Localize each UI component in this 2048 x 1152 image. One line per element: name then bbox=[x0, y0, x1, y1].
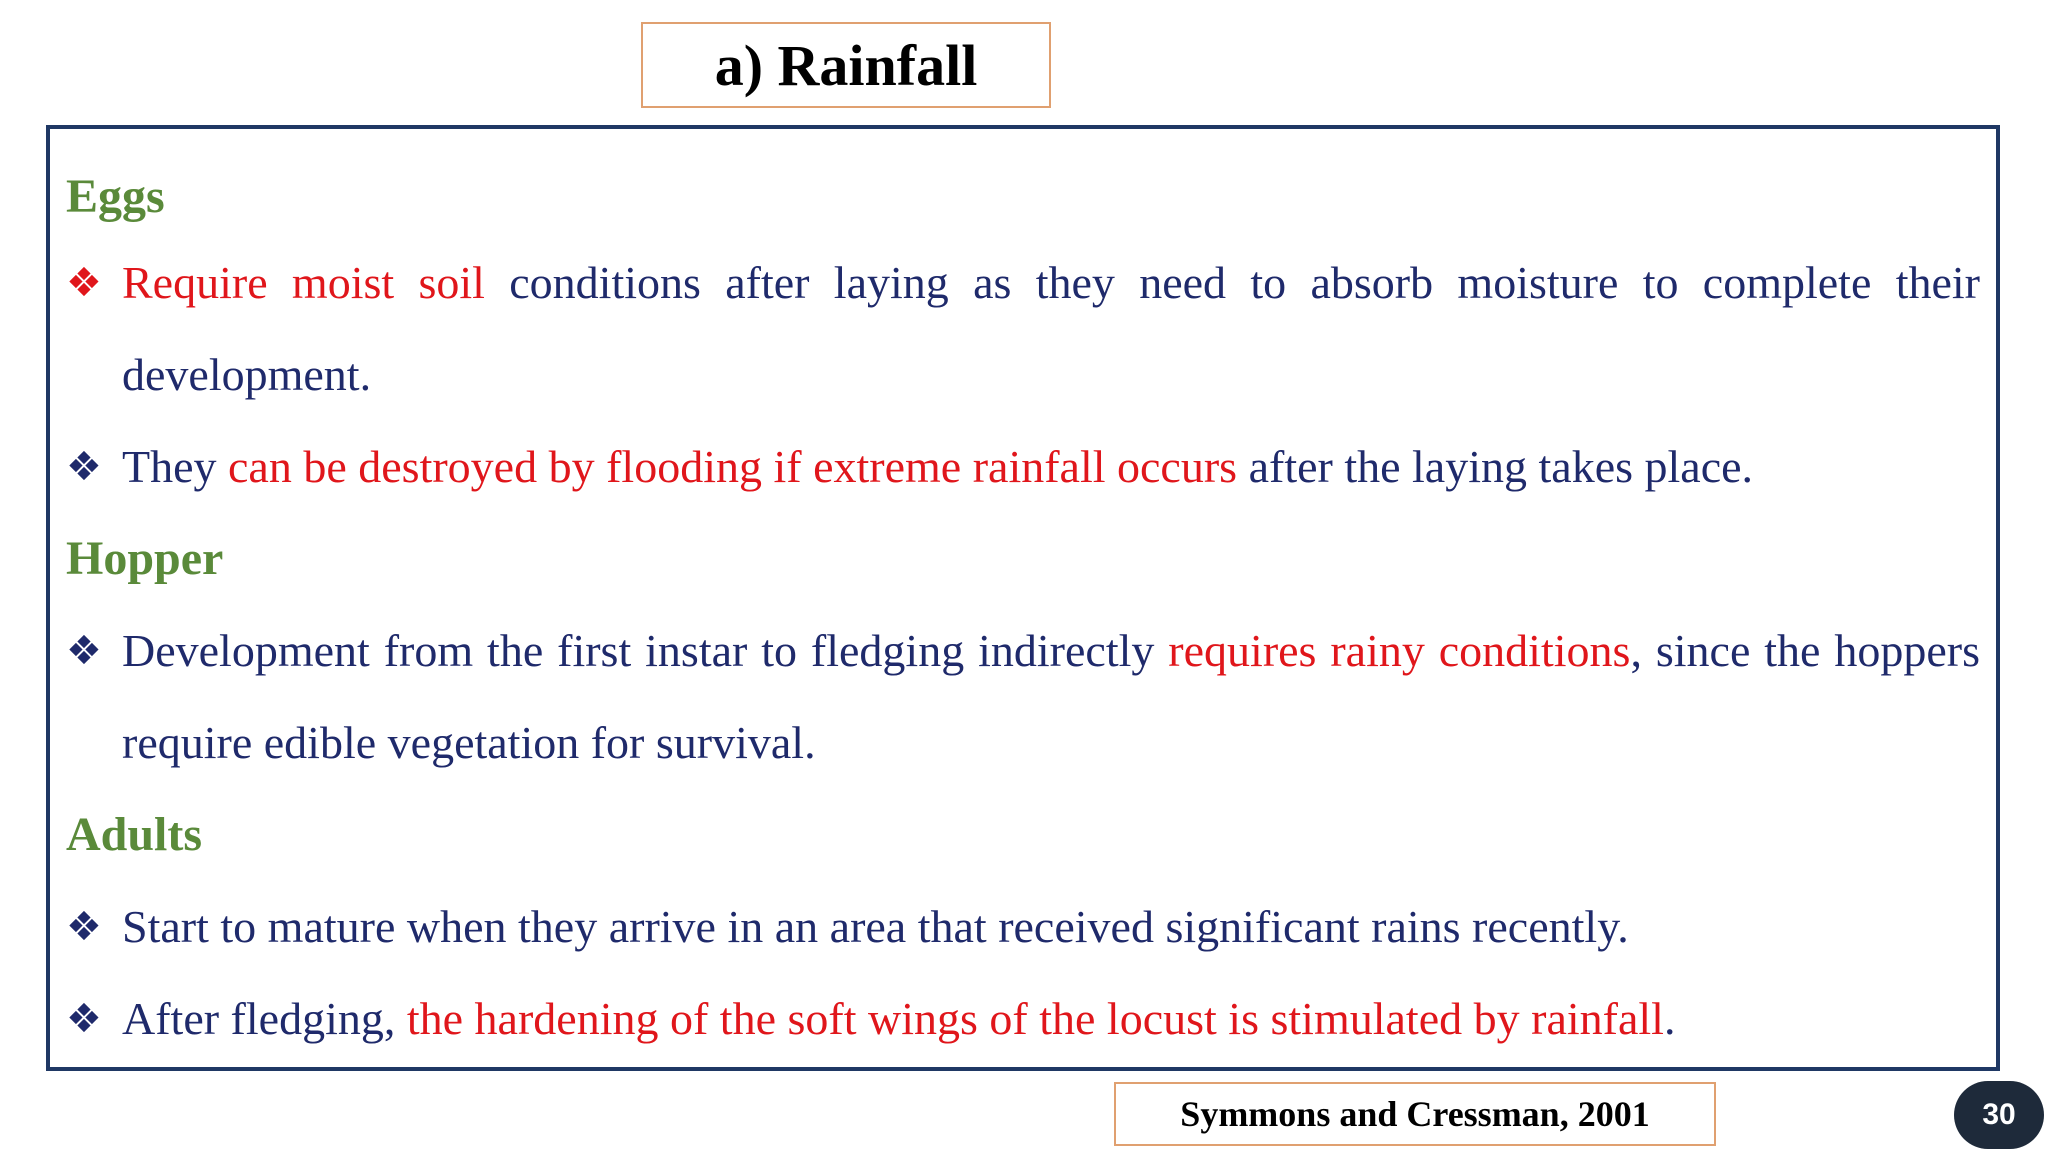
bullet-eggs-moisture bbox=[66, 237, 1980, 421]
four-diamond-bullet-icon: ❖ bbox=[66, 996, 102, 1042]
section-heading-adults: Adults bbox=[66, 808, 203, 861]
body-text: They bbox=[122, 441, 229, 492]
body-text: after the laying takes place. bbox=[1237, 441, 1754, 492]
body-text: Development from the first instar to fledging indirectly bbox=[122, 625, 1169, 676]
bullet-eggs-flooding bbox=[66, 421, 1980, 513]
highlight-text: requires rainy conditions bbox=[1168, 625, 1631, 676]
bullet-hopper-development bbox=[66, 605, 1980, 789]
four-diamond-bullet-icon: ❖ bbox=[66, 904, 102, 950]
highlight-text: the hardening of the soft wings of the locust is stimulated by rainfall bbox=[406, 993, 1664, 1044]
four-diamond-bullet-icon: ❖ bbox=[66, 260, 102, 306]
section-heading-hopper: Hopper bbox=[66, 532, 224, 585]
bullet-adults-mature bbox=[66, 881, 1980, 973]
highlight-text: can be destroyed by flooding if extreme rainfall occurs bbox=[228, 441, 1238, 492]
content-panel bbox=[46, 125, 2000, 1071]
section-heading-eggs: Eggs bbox=[66, 170, 165, 223]
highlight-text: Require moist soil bbox=[122, 257, 485, 308]
body-text: , since the hoppers require edible vegetation for survival. bbox=[122, 625, 1980, 768]
body-text: Start to mature when they arrive in an area that received significant rains recently. bbox=[122, 901, 1629, 952]
four-diamond-bullet-icon: ❖ bbox=[66, 444, 102, 490]
slide-title-text: a) Rainfall bbox=[714, 32, 978, 98]
citation-text: Symmons and Cressman, 2001 bbox=[1180, 1094, 1650, 1134]
four-diamond-bullet-icon: ❖ bbox=[66, 628, 102, 674]
page-number-badge bbox=[1954, 1081, 2044, 1149]
body-text: After fledging, bbox=[122, 993, 407, 1044]
slide-title bbox=[641, 22, 1051, 108]
bullet-adults-wings bbox=[66, 973, 1980, 1065]
citation bbox=[1114, 1082, 1716, 1146]
body-text: . bbox=[1663, 993, 1676, 1044]
page-number: 30 bbox=[1982, 1098, 2016, 1131]
body-text: conditions after laying as they need to absorb moisture to complete their development. bbox=[122, 257, 1980, 400]
